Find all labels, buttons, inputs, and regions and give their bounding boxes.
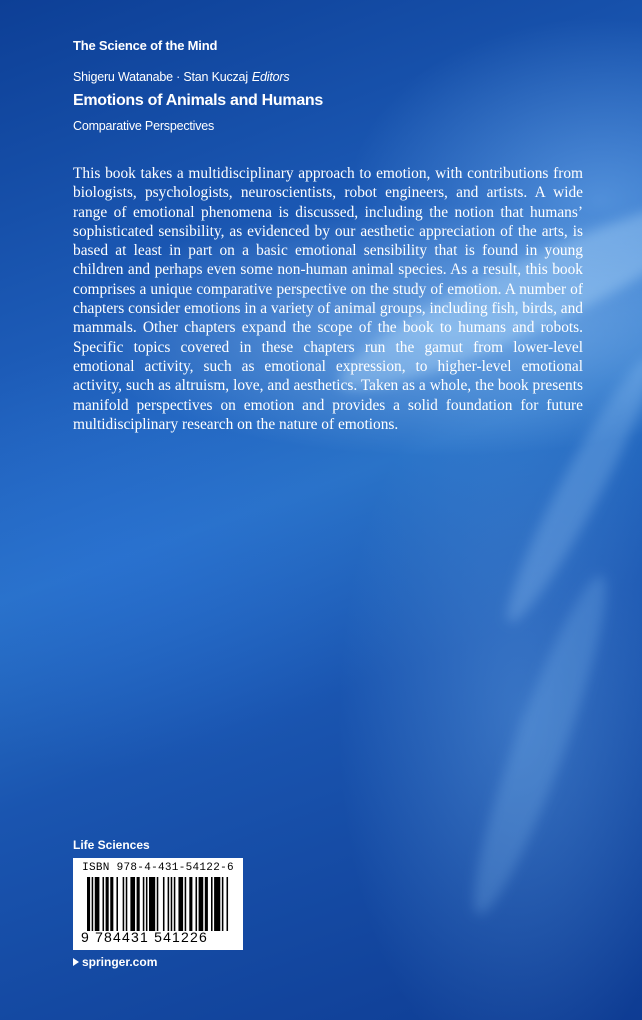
editors-role: Editors <box>251 70 290 84</box>
barcode-bar <box>189 877 192 931</box>
book-description: This book takes a multidisciplinary approach to emotion, with contributions from biologists, psychologists, neuroscientists, robot engineers, and artists. A wide range of emotional phenomena is discussed, including the notion that humans’ sophisticated sensibility, as evidenced by our aesthetic appreciation of the arts, is based at least in part on a basic emotional sensibility that is found in young children and perhaps even some non-human animal species. As a result, this book comprises a unique comparative perspective on the study of emotion. A number of chapters consider emotions in a variety of animal groups, including fish, birds, and mammals. Other chapters expand the scope of the book to humans and robots. Specific topics covered in these chapters run the gamut from lower-level emotional activity, such as emotional expression, to higher-level emotional activity, such as altruism, love, and aesthetics. Taken as a whole, the book presents manifold perspectives on emotion and provides a solid foundation for future multidisciplinary research on the nature of emotions. <box>73 165 583 433</box>
barcode-bar <box>214 877 220 931</box>
barcode-bar <box>92 877 94 931</box>
barcode-bar <box>185 877 187 931</box>
barcode-bar <box>87 877 90 931</box>
barcode-bar <box>227 877 229 931</box>
light-streak <box>455 567 625 922</box>
barcode-bar <box>168 877 170 931</box>
barcode-bar <box>171 877 173 931</box>
barcode-bar <box>149 877 155 931</box>
barcode-bar <box>103 877 105 931</box>
isbn-label: ISBN 978-4-431-54122-6 <box>82 862 234 874</box>
barcode-bar <box>130 877 135 931</box>
series-title: The Science of the Mind <box>73 38 218 53</box>
barcode-bar <box>137 877 140 931</box>
book-subtitle: Comparative Perspectives <box>73 119 215 133</box>
website-link[interactable] <box>73 955 157 969</box>
barcode-bar <box>205 877 208 931</box>
barcode-bar <box>110 877 113 931</box>
barcode-bar <box>126 877 128 931</box>
barcode-bar <box>116 877 118 931</box>
website-url: springer.com <box>82 955 158 969</box>
barcode-bar <box>143 877 145 931</box>
editor-names: Shigeru Watanabe · Stan Kuczaj <box>73 70 248 84</box>
barcode-bar <box>196 877 198 931</box>
barcode-bar <box>211 877 213 931</box>
barcode-box <box>73 858 243 950</box>
barcode-bar <box>157 877 159 931</box>
barcode-bar <box>95 877 100 931</box>
editors-line <box>73 70 289 84</box>
barcode-bar <box>222 877 224 931</box>
barcode <box>83 877 233 931</box>
barcode-digits: 9 784431 541226 <box>81 929 208 945</box>
barcode-bar <box>174 877 176 931</box>
barcode-bar <box>146 877 148 931</box>
book-title: Emotions of Animals and Humans <box>73 92 323 109</box>
barcode-bar <box>163 877 165 931</box>
subject-category: Life Sciences <box>73 838 150 852</box>
barcode-bar <box>123 877 125 931</box>
barcode-bar <box>199 877 204 931</box>
triangle-right-icon <box>73 958 79 966</box>
barcode-bar <box>106 877 109 931</box>
barcode-bar <box>178 877 183 931</box>
